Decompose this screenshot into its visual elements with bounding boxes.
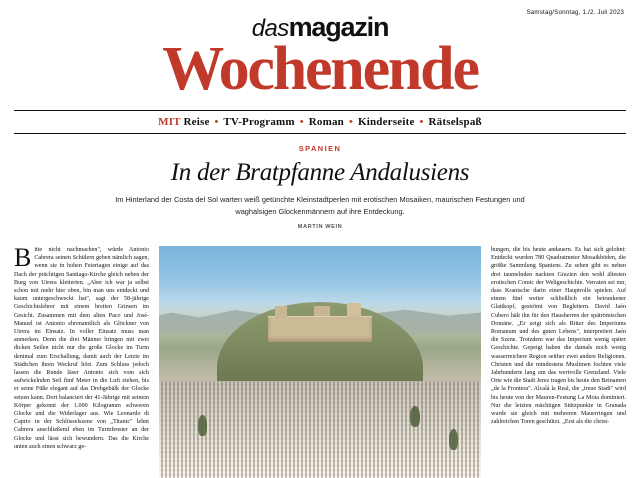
column-left-paragraph (14, 246, 149, 451)
article-column-left (14, 246, 149, 478)
column-right-paragraph: bungen, die bis heute andauern. Es hat sich gelohnt: Entdeckt wurden 780 Quadratmeter Mosaikböden, die größte Sammlung Spaniens. Zu sehen gibt es neben drei taumelnden nackten Grazien den wohl ältesten erotischen Comic der Weltgeschichte. Verraten sei nur, dass Kranische darin einer Hauptrolle spielen. Auf einem fünf weiter schließlich ein betrunkener Glattkopf, geströmt von Begleitern. David Jaén Cubero hält ihn für den Hausherren der spätrömischen Domäne. „Er zeigt sich als Ritter des Imperiums Romanum und des guten Lebens", interpretiert Jaén die Szene. Trotzdem war das Imperium wenig später Geschichte. Gepeigt haben die damals noch wenig wasserreichere Region seither zwei andere Religionen. Christen und die mindestens Muslimen fochten viele Jahrhunderte lang um das wertvolle Grenzland. Viele Orte wie die Stadt Jerez tragen bis heute den Beinamen „de la Frontera". Alcalá la Real, die „treue Stadt" wird bis heute von der Mauren-Festung La Mota dominiert. Nur die letzten mächtigen Stützpunkte in Granada wurde sie gleich mit mehreren Mauerringen und zahlreichen Toren geschützt. „Erst als die christ- (491, 247, 626, 426)
kicker-item-raetselspass[interactable]: Rätselspaß (428, 116, 482, 128)
photo-image (159, 246, 481, 478)
masthead-title: Wochenende (162, 35, 478, 103)
article-section-label: SPANIEN (298, 144, 342, 153)
masthead-logo-das: das (251, 15, 289, 42)
dateline: Samstag/Sonntag, 1./2. Juli 2023 (526, 9, 624, 16)
article-column-right (491, 246, 626, 478)
tree-icon (449, 429, 459, 450)
column-left-text: itte nicht nachmachen", würde Antonio Cabrera seinen Schülern geben nämlich sagen, wenn sie in hohen Feiertagen einige auf das Dach der prächtigen Santiago-Kirche gleich neben der Burg von Utrera kletterten. „Aber ich war ja selbst schon mit mehr hier oben, bin man uns entdeckt und kaum untergeschweckt hat", sagt der 58-jährige Geschichtslehrer mit einem breiten Grinsen im Gesicht. Zusammen mit dem alten Paco und José-Manuel ist Antonio ehrenamtlich als Glöckner von Utrera im Einsatz. In voller Einsatz muss man anmerken. Denn die drei Männer bringen mit zwei dicken Seilen nicht nur die große Glocke im Turm denimal zum Erschallung, damit auch der Letzte im Städtchen ihren Weckruf hört. Zum Schluss jedoch lassen die Runde läser Antonio sich vom sich aufwickelnden Seil fünf Meter in die Luft ziehen, bis er seine Füße elegant auf das Drehgebälk der Glocke setzen kann. Dort balanciert der 41-Jährige mit seinem Körper gekonnt der 1.000 Kilogramm schweren Glocke und die Widerlager aus. Wie Leonardo di Caprio in der Schlüsselszene von „Titanic" lehnt Cabrera anschließend eben im Turmfenster an der Glocke und lässt sich bewundern. Das die Kirche unten auch einen schwarz ge- (14, 247, 149, 450)
section-kicker-bar (14, 111, 626, 133)
article-headline: In der Bratpfanne Andalusiens (170, 159, 470, 186)
castle-icon (268, 316, 371, 343)
kicker-item-kinderseite[interactable]: Kinderseite (357, 116, 415, 128)
kicker-item-roman[interactable]: Roman (308, 116, 344, 128)
article-photo (159, 246, 481, 478)
kicker-item-reise[interactable]: Reise (183, 116, 210, 128)
kicker-separator-4: • (419, 116, 424, 128)
kicker-separator-3: • (348, 116, 353, 128)
kicker-mit: MIT (158, 116, 181, 128)
article-byline: MARTIN WEIN (297, 224, 343, 230)
photo-town-shadow (159, 381, 481, 478)
kicker-item-tv-programm[interactable]: TV-Programm (223, 116, 295, 128)
article-standfirst: Im Hinterland der Costa del Sol warten weiß getünchte Kleinstadtperlen mit erotischen Mosaiken, maurischen Festungen und waghalsigen Glockenmännern auf ihre Entdeckung. (115, 195, 525, 216)
tree-icon (198, 415, 208, 436)
drop-cap: B (14, 246, 32, 272)
article-body (14, 246, 626, 478)
article-header (14, 134, 626, 238)
kicker-separator-1: • (214, 116, 219, 128)
kicker-separator-2: • (299, 116, 304, 128)
masthead-logo-magazin: magazin (288, 12, 389, 42)
tree-icon (410, 406, 420, 427)
